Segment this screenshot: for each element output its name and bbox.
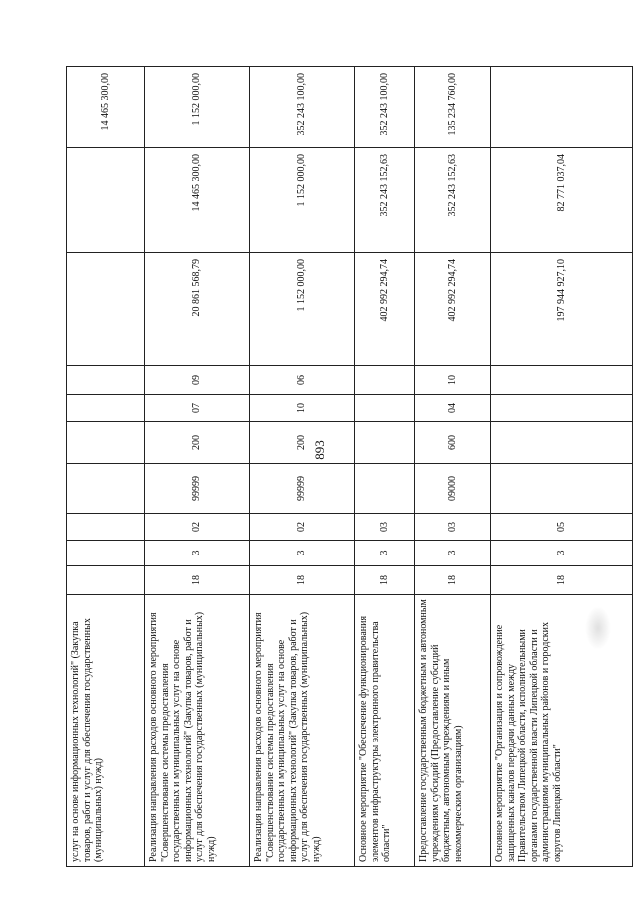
expense-type-code-cell: 200	[250, 422, 355, 464]
table-row	[250, 67, 355, 867]
table-row	[145, 67, 250, 867]
section-code-cell	[491, 395, 633, 422]
budget-table	[66, 66, 633, 867]
amount-year3-cell: 1 152 000,00	[145, 67, 250, 148]
subprogram-code-cell	[67, 541, 145, 566]
subsection-code-cell: 09	[145, 366, 250, 395]
subsection-code-cell	[355, 366, 415, 395]
program-code-cell: 18	[415, 566, 491, 595]
amount-year2-cell: 352 243 152,63	[355, 148, 415, 253]
table-row	[67, 67, 145, 867]
row-description: Основное мероприятие "Обеспечение функционирования элементов инфраструктуры электронного правительства области"	[355, 595, 415, 867]
program-code-cell: 18	[355, 566, 415, 595]
row-description: Реализация направления расходов основного мероприятия "Совершенствование системы предоставления государственных и муниципальных услуг на основе информационных технологий" (Закупка товаров, работ и услуг для обеспечения государственных (муниципальных) нужд)	[250, 595, 355, 867]
row-description: Основное мероприятие "Организация и сопровождение защищенных каналов передачи данных между Правительством Липецкой области, исполнительными органами государственной власти Липецкой области и администрациями муниципальных районов и городских округов Липецкой области"	[491, 595, 633, 867]
section-code-cell	[355, 395, 415, 422]
amount-year1-cell: 197 944 927,10	[491, 253, 633, 366]
subsection-code-cell: 06	[250, 366, 355, 395]
amount-year2-cell: 1 152 000,00	[250, 148, 355, 253]
amount-year2-cell	[67, 148, 145, 253]
section-code-cell	[67, 395, 145, 422]
scan-smudge	[585, 606, 611, 650]
row-description: услуг на основе информационных технологий" (Закупка товаров, работ и услуг для обеспечения государственных (муниципальных) нужд)	[67, 595, 145, 867]
row-description: Реализация направления расходов основного мероприятия "Совершенствование системы предоставления государственных и муниципальных услуг на основе информационных технологий" (Закупка товаров, работ и услуг для обеспечения государственных (муниципальных) нужд)	[145, 595, 250, 867]
program-code-cell: 18	[491, 566, 633, 595]
section-code-cell: 04	[415, 395, 491, 422]
expense-direction-code-cell	[491, 464, 633, 514]
expense-type-code-cell	[67, 422, 145, 464]
amount-year1-cell: 1 152 000,00	[250, 253, 355, 366]
expense-direction-code-cell: 99999	[250, 464, 355, 514]
amount-year3-cell: 352 243 100,00	[250, 67, 355, 148]
row-description: Предоставление государственным бюджетным и автономным учреждениям субсидий (Предоставление субсидий бюджетным, автономным учреждениям и иным некоммерческим организациям)	[415, 595, 491, 867]
expense-direction-code-cell	[67, 464, 145, 514]
table-row	[355, 67, 415, 867]
main-measure-code-cell	[67, 514, 145, 541]
expense-type-code-cell: 600	[415, 422, 491, 464]
section-code-cell: 10	[250, 395, 355, 422]
amount-year2-cell: 352 243 152,63	[415, 148, 491, 253]
program-code-cell: 18	[145, 566, 250, 595]
amount-year1-cell: 402 992 294,74	[415, 253, 491, 366]
subprogram-code-cell: 3	[355, 541, 415, 566]
expense-type-code-cell: 200	[145, 422, 250, 464]
section-code-cell: 07	[145, 395, 250, 422]
amount-year3-cell: 135 234 760,00	[415, 67, 491, 148]
expense-direction-code-cell	[355, 464, 415, 514]
main-measure-code-cell: 02	[250, 514, 355, 541]
amount-year1-cell	[67, 253, 145, 366]
budget-table-rotated	[66, 67, 632, 867]
amount-year3-cell: 14 465 300,00	[67, 67, 145, 148]
subsection-code-cell	[67, 366, 145, 395]
main-measure-code-cell: 02	[145, 514, 250, 541]
main-measure-code-cell: 03	[355, 514, 415, 541]
amount-year1-cell: 20 861 568,79	[145, 253, 250, 366]
program-code-cell	[67, 566, 145, 595]
amount-year2-cell: 14 465 300,00	[145, 148, 250, 253]
table-row	[491, 67, 633, 867]
expense-type-code-cell	[355, 422, 415, 464]
expense-direction-code-cell: 09000	[415, 464, 491, 514]
main-measure-code-cell: 05	[491, 514, 633, 541]
program-code-cell: 18	[250, 566, 355, 595]
subsection-code-cell: 10	[415, 366, 491, 395]
amount-year2-cell: 82 771 037,04	[491, 148, 633, 253]
page-number: 893	[312, 440, 327, 460]
subprogram-code-cell: 3	[415, 541, 491, 566]
amount-year1-cell: 402 992 294,74	[355, 253, 415, 366]
subprogram-code-cell: 3	[250, 541, 355, 566]
amount-year3-cell	[491, 67, 633, 148]
table-row	[415, 67, 491, 867]
subprogram-code-cell: 3	[491, 541, 633, 566]
main-measure-code-cell: 03	[415, 514, 491, 541]
amount-year3-cell: 352 243 100,00	[355, 67, 415, 148]
subsection-code-cell	[491, 366, 633, 395]
expense-direction-code-cell: 99999	[145, 464, 250, 514]
subprogram-code-cell: 3	[145, 541, 250, 566]
expense-type-code-cell	[491, 422, 633, 464]
